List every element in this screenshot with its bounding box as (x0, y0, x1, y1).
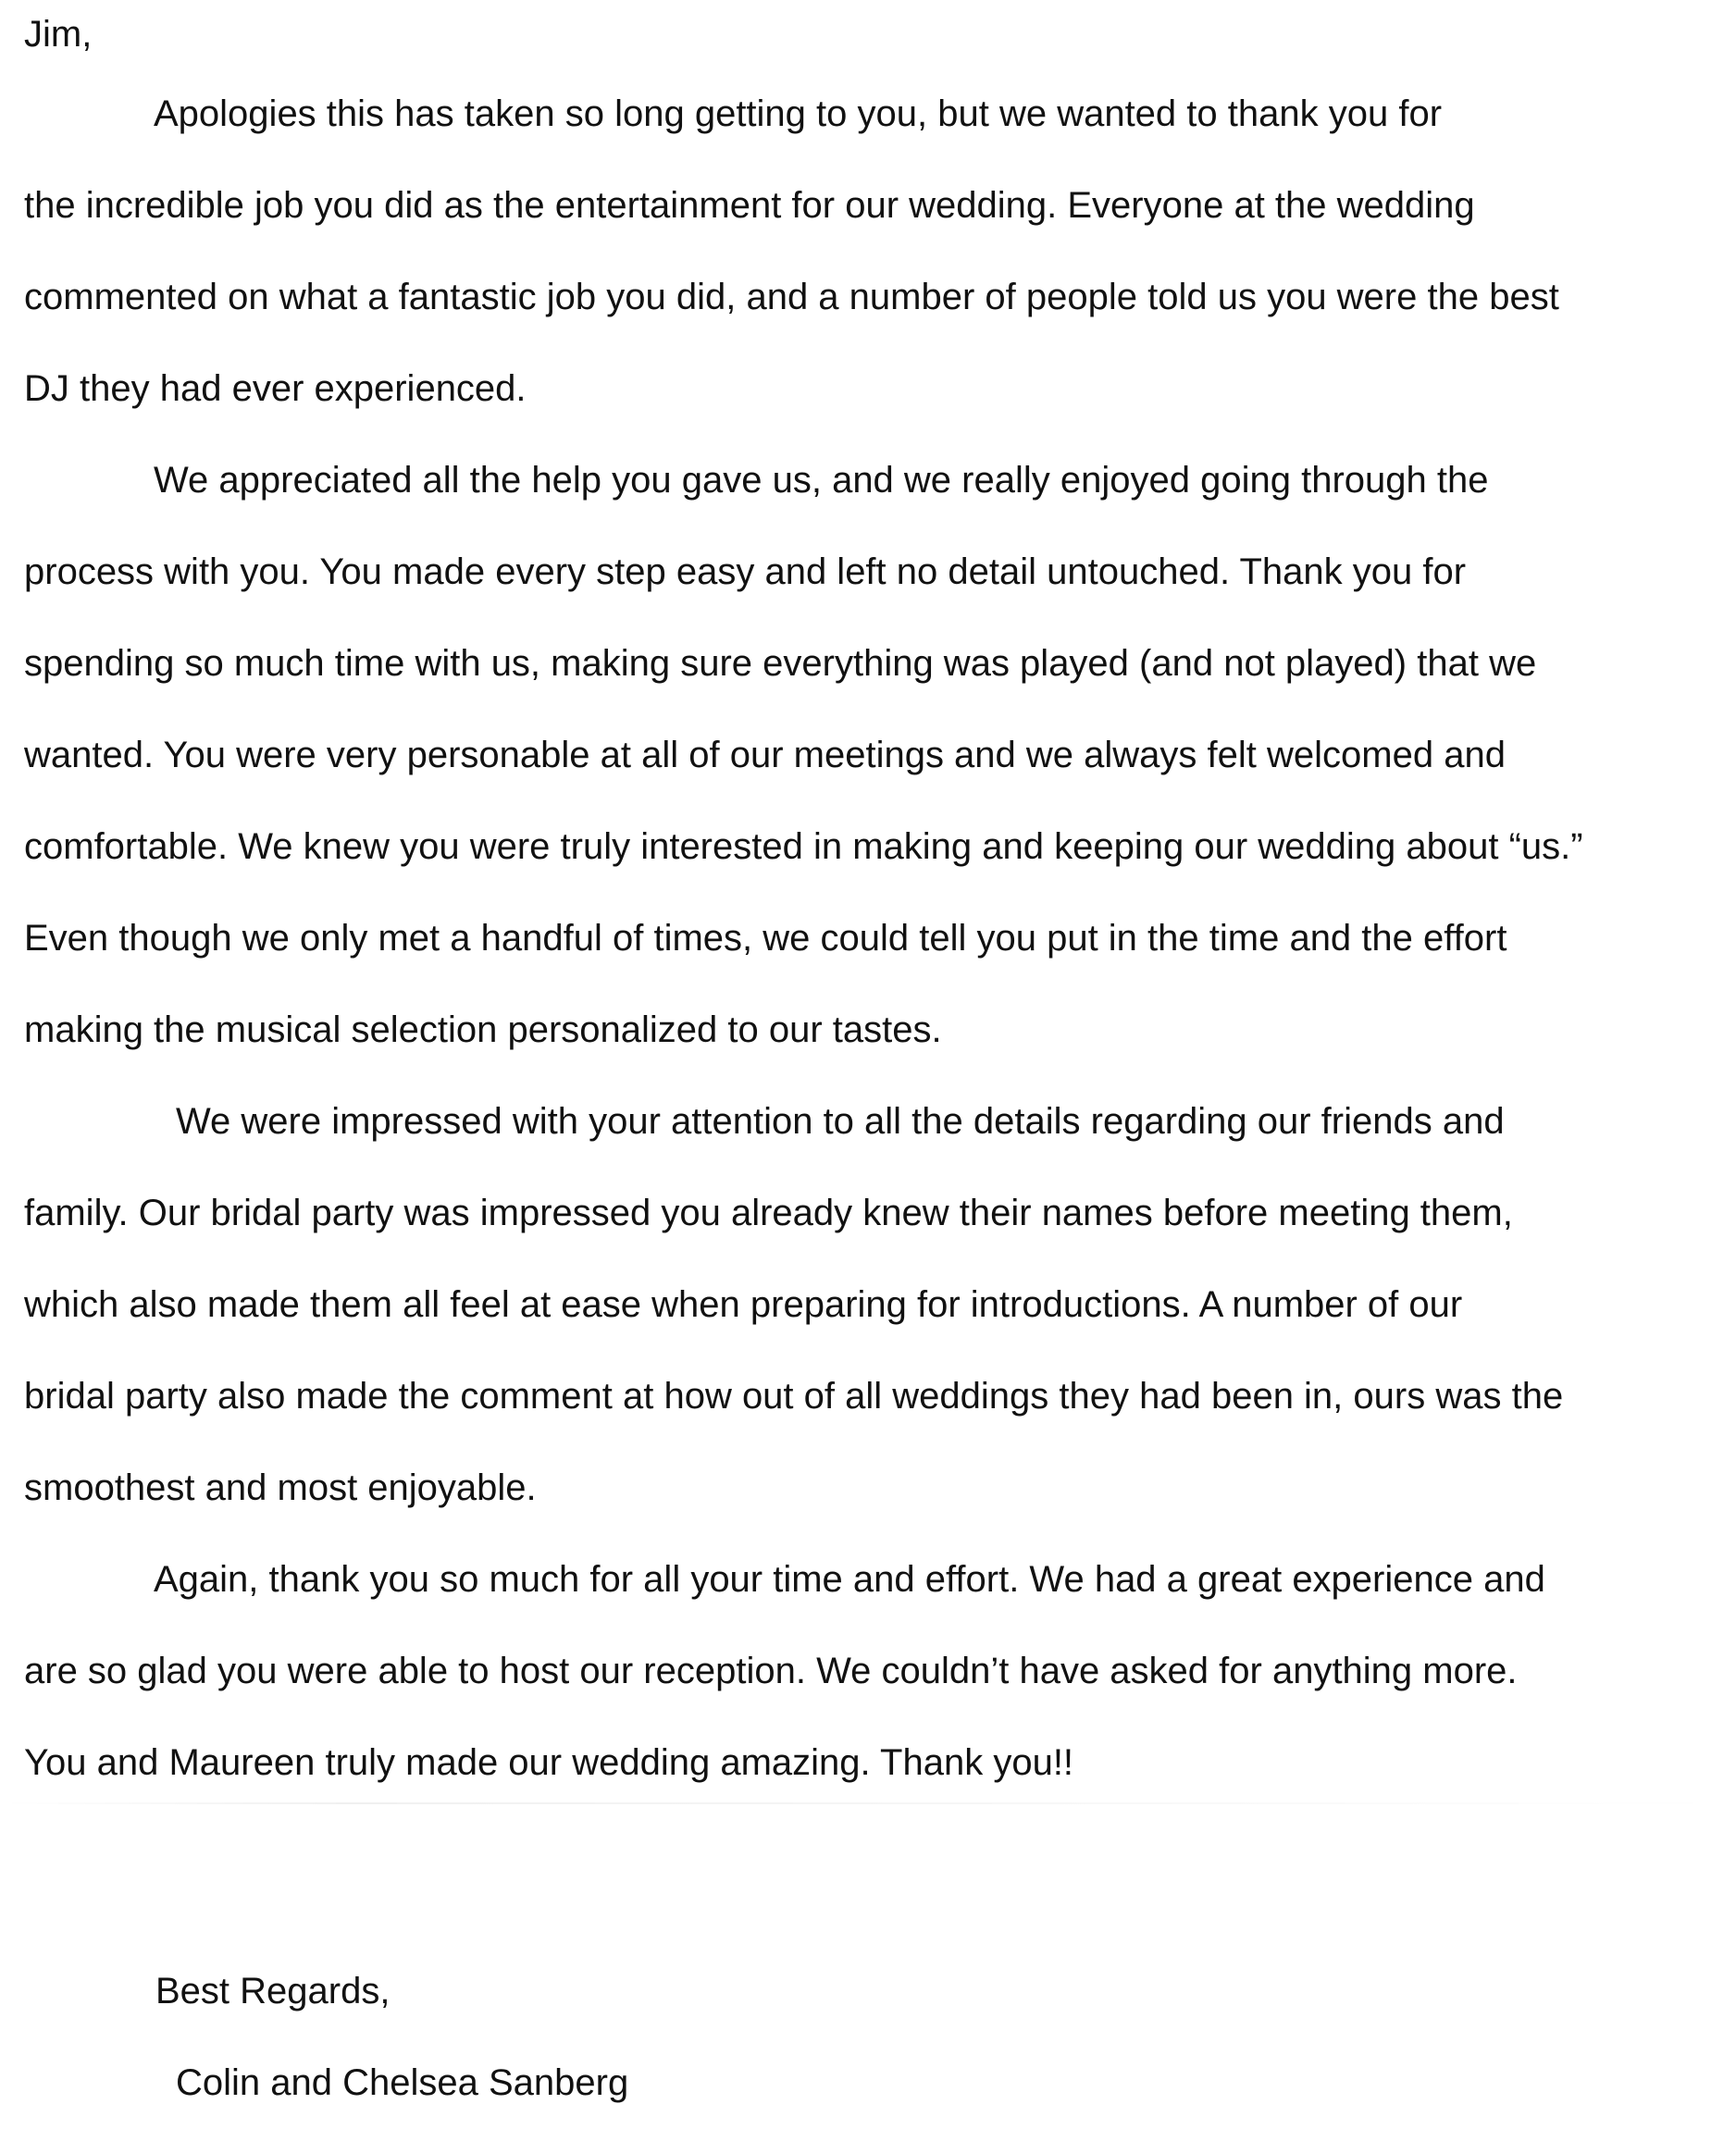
paragraph-2-line-5: comfortable. We knew you were truly interested in making and keeping our wedding about “us.” (24, 826, 1583, 867)
paragraph-2-line-2: process with you. You made every step easy and left no detail untouched. Thank you for (24, 551, 1467, 592)
paragraph-3-line-1: We were impressed with your attention to all the details regarding our friends and (176, 1101, 1505, 1142)
paragraph-4-line-1: Again, thank you so much for all your time and effort. We had a great experience and (154, 1559, 1545, 1600)
paragraph-2-line-1: We appreciated all the help you gave us, and we really enjoyed going through the (154, 460, 1489, 501)
closing-spacer (24, 1809, 1717, 1946)
paragraph-2-line-6: Even though we only met a handful of times, we could tell you put in the time and the effort (24, 918, 1507, 959)
paragraph-1-line-3: commented on what a fantastic job you did, and a number of people told us you were the best (24, 277, 1559, 317)
paragraph-1-line-1: Apologies this has taken so long getting to you, but we wanted to thank you for (154, 93, 1443, 134)
paragraph-2-line-3: spending so much time with us, making sure everything was played (and not played) that we (24, 643, 1537, 684)
paragraph-3-line-2: family. Our bridal party was impressed you already knew their names before meeting them, (24, 1193, 1513, 1233)
paragraph-3-line-4: bridal party also made the comment at how out of all weddings they had been in, ours was the (24, 1376, 1564, 1417)
paragraph-2-line-7: making the musical selection personalized to our tastes. (24, 1009, 942, 1050)
scan-artifact-line (0, 1802, 1736, 1804)
paragraph-4-line-3: You and Maureen truly made our wedding amazing. Thank you!! (24, 1742, 1074, 1783)
paragraph-3-line-5: smoothest and most enjoyable. (24, 1467, 537, 1508)
signature: Colin and Chelsea Sanberg (176, 2062, 629, 2103)
salutation: Jim, (24, 14, 93, 55)
paragraph-2-line-4: wanted. You were very personable at all of our meetings and we always felt welcomed and (24, 735, 1506, 775)
paragraph-3-line-3: which also made them all feel at ease when preparing for introductions. A number of our (24, 1284, 1463, 1325)
paragraph-1-line-4: DJ they had ever experienced. (24, 368, 527, 409)
closing: Best Regards, (155, 1971, 391, 2011)
paragraph-4-line-2: are so glad you were able to host our reception. We couldn’t have asked for anything more. (24, 1651, 1518, 1691)
letter-body (24, 0, 1717, 2129)
paragraph-1-line-2: the incredible job you did as the entertainment for our wedding. Everyone at the wedding (24, 185, 1475, 226)
